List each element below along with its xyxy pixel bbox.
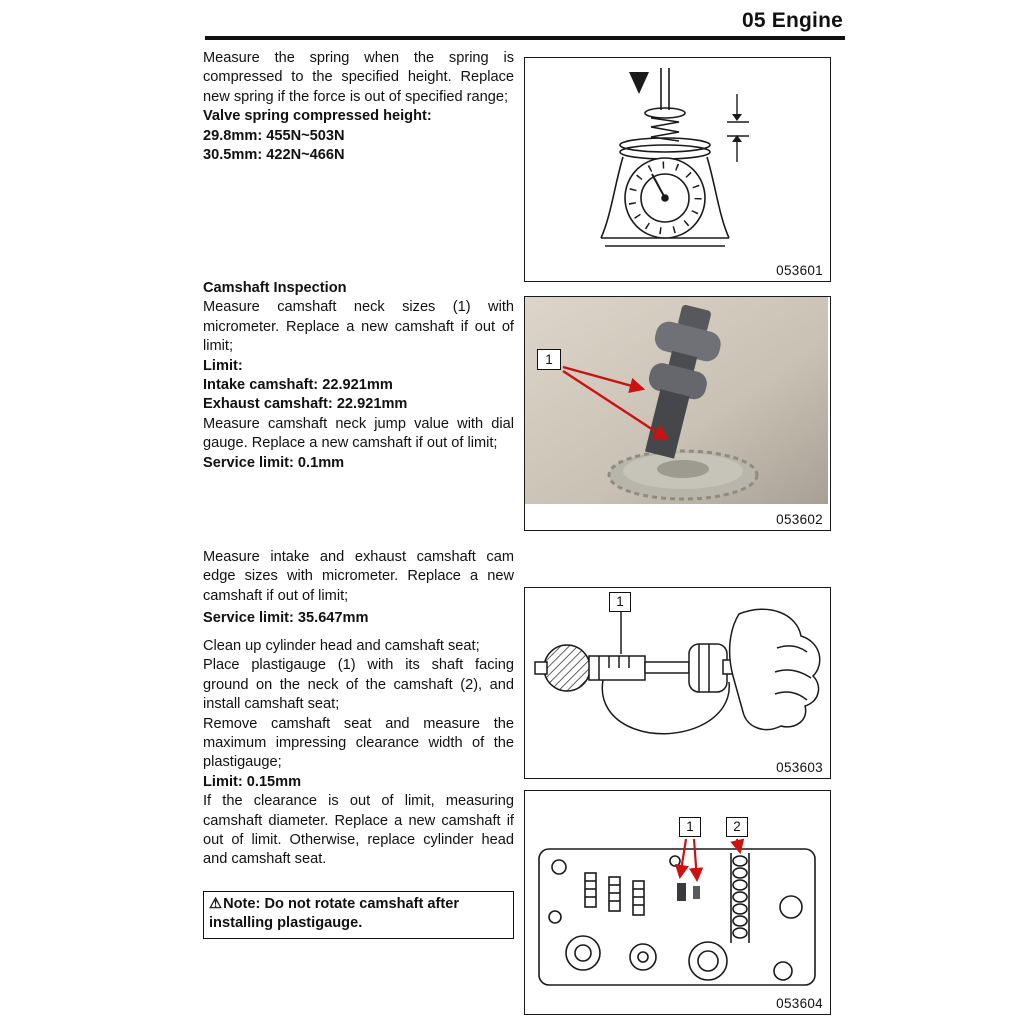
paragraph: Remove camshaft seat and measure the maximum impressing clearance width of the plastigauge; bbox=[203, 715, 514, 771]
spec-line: Intake camshaft: 22.921mm bbox=[203, 377, 393, 394]
paragraph: Clean up cylinder head and camshaft seat; bbox=[203, 638, 480, 654]
section-valve-spring bbox=[203, 49, 514, 165]
spec-line: Limit: bbox=[203, 357, 243, 374]
paragraph: Measure the spring when the spring is compressed to the specified height. Replace new spring if the force is out of specified range; bbox=[203, 50, 514, 105]
paragraph: Measure camshaft neck sizes (1) with micrometer. Replace a new camshaft if out of limit; bbox=[203, 299, 514, 355]
figure-micrometer bbox=[524, 587, 831, 779]
cylinder-head-illustration bbox=[525, 791, 828, 991]
camshaft-photo-illustration bbox=[525, 297, 828, 504]
callout-2: 2 bbox=[726, 817, 748, 837]
section-heading: Camshaft Inspection bbox=[203, 280, 347, 296]
callout-1: 1 bbox=[679, 817, 701, 837]
section-plastigauge bbox=[203, 637, 514, 870]
section-camshaft-inspection bbox=[203, 279, 514, 473]
note-box bbox=[203, 891, 514, 939]
spring-tester-illustration bbox=[525, 58, 828, 258]
figure-number: 053604 bbox=[776, 996, 823, 1011]
paragraph: Place plastigauge (1) with its shaft facing ground on the neck of the camshaft (2), and install camshaft seat; bbox=[203, 657, 514, 713]
page-title: 05 Engine bbox=[742, 9, 843, 32]
warning-icon: ⚠ bbox=[209, 896, 223, 912]
spec-line: Exhaust camshaft: 22.921mm bbox=[203, 396, 408, 413]
note-text: Do not rotate camshaft after installing plastigauge. bbox=[209, 896, 460, 932]
spec-line: Limit: 0.15mm bbox=[203, 773, 302, 790]
spec-line: Service limit: 0.1mm bbox=[203, 454, 345, 471]
spec-line: 30.5mm: 422N~466N bbox=[203, 147, 345, 164]
figure-spring-tester bbox=[524, 57, 831, 282]
paragraph: Measure intake and exhaust camshaft cam edge sizes with micrometer. Replace a new camshaft if out of limit; bbox=[203, 549, 514, 604]
spec-line: 29.8mm: 455N~503N bbox=[203, 127, 345, 144]
note-label: Note: bbox=[223, 896, 261, 912]
paragraph: If the clearance is out of limit, measuring camshaft diameter. Replace a new camshaft if out of limit. Otherwise, replace cylinder head and camshaft seat. bbox=[203, 793, 514, 868]
spec-line: Valve spring compressed height: bbox=[203, 108, 432, 125]
spec-line: Service limit: 35.647mm bbox=[203, 610, 369, 627]
callout-1: 1 bbox=[537, 349, 561, 370]
section-cam-edge bbox=[203, 548, 514, 629]
figure-cylinder-head bbox=[524, 790, 831, 1015]
header-divider bbox=[205, 36, 845, 40]
paragraph: Measure camshaft neck jump value with dial gauge. Replace a new camshaft if out of limit; bbox=[203, 415, 514, 452]
micrometer-illustration bbox=[525, 588, 828, 756]
figure-number: 053602 bbox=[776, 512, 823, 527]
figure-number: 053603 bbox=[776, 760, 823, 775]
figure-camshaft-photo bbox=[524, 296, 831, 531]
figure-number: 053601 bbox=[776, 263, 823, 278]
callout-1: 1 bbox=[609, 592, 631, 612]
